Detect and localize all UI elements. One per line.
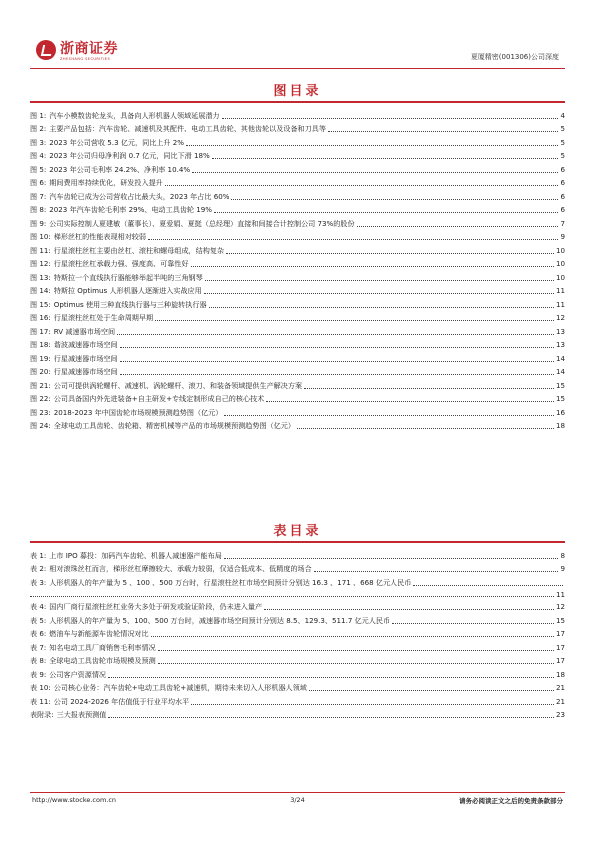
dot-leader [209,307,554,308]
toc-entry-page: 15 [555,615,565,625]
toc-entry-label: 图 21: [30,380,51,390]
toc-entry[interactable] [30,654,565,668]
toc-entry-page: 15 [555,394,565,403]
toc-entry[interactable] [30,365,565,379]
toc-entry-title: 人形机器人的年产量为 5、100、500 万台时，减速器市场空间预计分别达 8.5、129.3、511.7 亿元人民币 [49,615,391,625]
table-list-title: 表目录 [273,524,322,539]
toc-entry-label: 表 6: [30,629,47,638]
toc-entry[interactable] [30,122,565,136]
toc-entry-label: 图 8: [30,205,47,214]
toc-entry-label: 图 3: [30,137,47,147]
report-tag: 夏厦精密(001306)公司深度 [470,53,559,61]
toc-entry-label: 图 1: [30,110,47,120]
dot-leader [392,623,554,624]
toc-entry-page: 12 [555,602,565,611]
toc-entry-label: 表 4: [30,602,47,611]
toc-entry-page: 18 [555,669,565,679]
toc-entry-page: 11 [555,286,565,295]
toc-entry[interactable] [30,162,565,176]
toc-entry-title: 上市 IPO 募投：加码汽车齿轮、机器人减速器产能布局 [49,550,222,560]
toc-entry-title: 公司实际控制人夏建敏（董事长）、夏爱娟、夏挺（总经理）直接和间接合计控制公司 73%的股份 [49,218,355,228]
toc-entry[interactable] [30,149,565,163]
dot-leader [205,280,554,281]
toc-entry[interactable] [30,216,565,230]
toc-entry-title: 2023 年公司毛利率 24.2%、净利率 10.4% [49,164,191,174]
toc-entry-title: 行星减速器市场空间 [53,353,118,363]
toc-entry-title: 2023 年公司营收 5.3 亿元，同比上升 2% [49,137,184,147]
toc-entry-label: 图 22: [30,394,51,403]
toc-entry-title: 行星滚柱丝杠处于生命周期早期 [53,313,154,322]
dot-leader [297,428,554,429]
toc-entry-label: 图 7: [30,191,47,201]
toc-entry-title: 公司核心业务：汽车齿轮+电动工具齿轮+减速机，期待未来切入人形机器人领域 [53,683,307,692]
toc-entry-label: 图 10: [30,232,51,241]
dot-leader [357,226,559,227]
page-header [30,38,565,70]
toc-entry-title: 公司客户资源情况 [49,669,107,679]
dot-leader [264,609,554,610]
toc-entry[interactable] [30,270,565,284]
toc-entry-label: 图 20: [30,367,51,376]
toc-entry[interactable] [30,613,565,627]
toc-entry-continuation [30,589,565,600]
toc-entry-label: 图 18: [30,340,51,349]
toc-entry[interactable] [30,419,565,433]
toc-entry[interactable] [30,338,565,352]
toc-entry[interactable] [30,176,565,190]
toc-entry-title: 三大报表预测值 [56,710,107,719]
page-number: 3/24 [290,796,305,804]
toc-entry-page: 11 [555,589,565,599]
toc-entry-page: 12 [555,313,565,322]
toc-entry-page: 23 [555,710,565,719]
toc-entry-page: 5 [560,137,565,147]
toc-entry-label: 图 14: [30,286,51,295]
toc-entry-page: 14 [555,367,565,376]
toc-entry-page: 5 [560,124,565,133]
toc-entry-page: 6 [560,191,565,201]
toc-entry[interactable] [30,575,565,589]
toc-entry-title: 行星滚柱丝杠承载力强、强度高、可靠性好 [53,259,189,268]
toc-entry-label: 表 5: [30,615,47,625]
toc-entry[interactable] [30,230,565,244]
figure-list [30,108,565,432]
toc-entry-page: 10 [555,245,565,255]
toc-entry[interactable] [30,135,565,149]
toc-entry-label: 图 11: [30,245,51,255]
toc-entry-label: 图 13: [30,272,51,282]
toc-entry-label: 图 12: [30,259,51,268]
toc-entry-page: 10 [555,259,565,268]
dot-leader [224,558,559,559]
figure-title-divider [30,101,565,103]
toc-entry-title: 期间费用率持续优化，研发投入提升 [49,178,163,187]
toc-entry-page: 5 [560,151,565,160]
toc-entry-page: 21 [555,683,565,692]
table-title-divider [30,541,565,543]
toc-entry-page: 6 [560,178,565,187]
toc-entry-page: 17 [555,656,565,665]
footer-divider [30,792,565,793]
toc-entry-page: 13 [555,326,565,336]
dot-leader [192,172,558,173]
toc-entry-label: 表附录: [30,710,54,719]
dot-leader [231,199,558,200]
toc-entry-label: 图 23: [30,407,51,417]
toc-entry-title: 燃油车与新能源车齿轮情况对比 [49,629,149,638]
dot-leader [165,185,559,186]
toc-entry-page: 16 [555,407,565,417]
toc-entry-title: 2023 年公司归母净利润 0.7 亿元，同比下滑 18% [49,151,210,160]
toc-entry-label: 图 19: [30,353,51,363]
toc-entry-page: 4 [560,110,565,120]
toc-entry-label: 表 1: [30,550,47,560]
toc-entry-title: 行星减速器市场空间 [53,367,118,376]
toc-entry-label: 图 17: [30,326,51,336]
toc-entry[interactable] [30,640,565,654]
toc-entry-page: 15 [555,380,565,390]
toc-entry[interactable] [30,694,565,708]
toc-entry-label: 图 6: [30,178,47,187]
toc-entry[interactable] [30,351,565,365]
toc-entry-label: 表 3: [30,577,47,587]
toc-entry[interactable] [30,203,565,217]
toc-entry[interactable] [30,243,565,257]
toc-entry[interactable] [30,548,565,562]
toc-entry-title: 行星滚柱丝杠主要由丝杠、滚柱和螺母组成，结构复杂 [53,245,225,255]
toc-entry-label: 图 5: [30,164,47,174]
toc-entry-label: 图 4: [30,151,47,160]
zheshang-logo-icon [36,40,56,60]
toc-entry[interactable] [30,627,565,641]
dot-leader [191,266,554,267]
toc-entry-title: 公司可提供涡轮螺杆、减速机、涡轮螺杆、滚刀、和装备领域提供生产解决方案 [53,380,303,390]
dot-leader [158,650,554,651]
toc-entry-title: 主要产品包括：汽车齿轮、减速机及其配件、电动工具齿轮、其他齿轮以及设备和刀具等 [49,124,326,133]
toc-entry-title: 知名电动工具厂商销售毛利率情况 [49,642,156,652]
toc-entry-title: 特斯拉 Optimus 人形机器人逐渐进入实战应用 [53,286,202,295]
dot-leader [204,293,554,294]
toc-entry[interactable] [30,378,565,392]
toc-entry-title: 相对滚珠丝杠而言，梯形丝杠摩擦较大、承载力较弱，仅适合低成本、低精度的场合 [49,564,312,573]
toc-entry-page: 21 [555,696,565,706]
toc-entry-page: 6 [560,205,565,214]
toc-entry[interactable] [30,189,565,203]
dot-leader [151,636,554,637]
toc-entry-label: 表 7: [30,642,47,652]
dot-leader [30,596,554,597]
toc-entry-title: 人形机器人的年产量为 5 、100 、500 万台时，行星滚柱丝杠市场空间预计分别达 16.3 、171 、668 亿元人民币 [49,577,412,587]
toc-entry-page: 18 [555,421,565,430]
toc-entry-title: 谐波减速器市场空间 [53,340,118,349]
toc-entry-label: 图 24: [30,421,51,430]
logo-subtext: ZHESHANG SECURITIES [60,57,111,61]
dot-leader [224,415,554,416]
toc-entry[interactable] [30,562,565,576]
toc-entry-page: 7 [560,218,565,228]
toc-entry-label: 表 11: [30,696,51,706]
dot-leader [309,690,554,691]
table-list [30,548,565,721]
toc-entry-label: 图 15: [30,299,51,309]
dot-leader [214,212,558,213]
toc-entry-title: Optimus 使用三种直线执行器与三种旋转执行器 [53,299,207,309]
toc-entry[interactable] [30,257,565,271]
dot-leader [117,334,554,335]
toc-entry[interactable] [30,405,565,419]
toc-entry-title: 公司具备国内外先进装备+自主研发+专线定制形成自己的核心技术 [53,394,265,403]
dot-leader [266,401,554,402]
dot-leader [120,347,554,348]
toc-entry-title: 全球电动工具齿轮、齿轮箱、精密机械等产品的市场规模预测趋势图（亿元） [53,421,295,430]
toc-entry[interactable] [30,108,565,122]
toc-entry-label: 表 9: [30,669,47,679]
toc-entry-page: 6 [560,164,565,174]
toc-entry-title: 国内厂商行星滚柱丝杠业务大多处于研发或验证阶段，仍未进入量产 [49,602,263,611]
toc-entry-title: 汽车小模数齿轮龙头，具备向人形机器人领域延展潜力 [49,110,220,120]
dot-leader [413,585,563,586]
dot-leader [212,158,559,159]
dot-leader [158,663,554,664]
dot-leader [222,118,559,119]
toc-entry-page: 17 [555,642,565,652]
toc-entry-label: 表 8: [30,656,47,665]
dot-leader [314,571,559,572]
toc-entry-page: 13 [555,340,565,349]
toc-entry-page: 10 [555,272,565,282]
toc-entry[interactable] [30,284,565,298]
figure-list-title: 图目录 [273,84,322,99]
toc-entry-page: 8 [560,550,565,560]
toc-entry-title: 公司 2024-2026 年估值低于行业平均水平 [53,696,190,706]
toc-entry[interactable] [30,392,565,406]
toc-entry[interactable] [30,297,565,311]
footer-url-link[interactable]: http://www.stocke.com.cn [32,796,117,804]
toc-entry-title: 全球电动工具齿轮市场规模及预测 [49,656,156,665]
dot-leader [186,145,558,146]
toc-entry-title: 2023 年汽车齿轮毛利率 29%、电动工具齿轮 19% [49,205,213,214]
toc-entry[interactable] [30,708,565,722]
toc-entry-title: 汽车齿轮已成为公司营收占比最大头，2023 年占比 60% [49,191,230,201]
toc-entry-label: 表 2: [30,564,47,573]
toc-entry-label: 图 16: [30,313,51,322]
dot-leader [108,677,554,678]
toc-entry-title: 梯形丝杠的性能表现相对较弱 [53,232,146,241]
toc-entry[interactable] [30,667,565,681]
footer-disclaimer: 请务必阅读正文之后的免责条款部分 [459,797,563,805]
toc-entry-page: 9 [560,564,565,573]
header-divider [30,68,565,69]
dot-leader [304,388,554,389]
toc-entry-page: 17 [555,629,565,638]
toc-entry-title: 2018-2023 年中国齿轮市场规模预测趋势图（亿元） [53,407,223,417]
dot-leader [328,131,559,132]
toc-entry[interactable] [30,600,565,614]
toc-entry[interactable] [30,324,565,338]
dot-leader [191,704,554,705]
toc-entry-label: 表 10: [30,683,51,692]
dot-leader [148,239,559,240]
toc-entry-page: 14 [555,353,565,363]
logo-text: 浙商证券 [60,41,118,57]
toc-entry-page: 11 [555,299,565,309]
dot-leader [226,253,554,254]
toc-entry-title: RV 减速器市场空间 [53,326,116,336]
dot-leader [155,320,554,321]
toc-entry-label: 图 9: [30,218,47,228]
toc-entry-label: 图 2: [30,124,47,133]
toc-entry[interactable] [30,311,565,325]
toc-entry[interactable] [30,681,565,695]
dot-leader [120,361,554,362]
dot-leader [120,374,554,375]
toc-entry-title: 特斯拉一个直线执行器能够举起半吨的三角钢琴 [53,272,203,282]
dot-leader [108,717,554,718]
toc-entry-page: 9 [560,232,565,241]
